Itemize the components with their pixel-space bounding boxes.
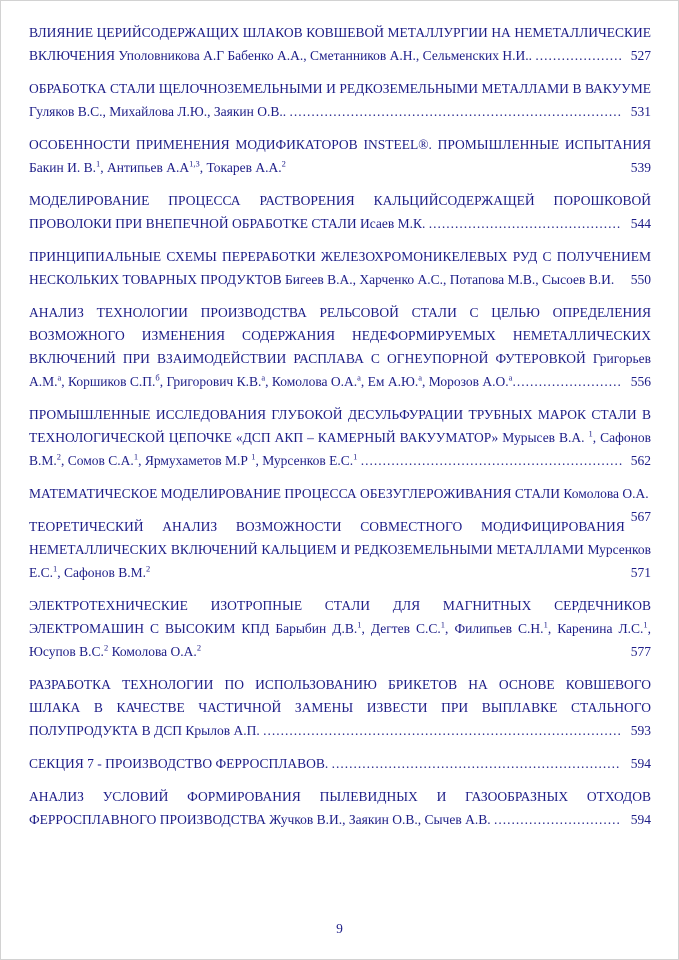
entry-text: ОСОБЕННОСТИ ПРИМЕНЕНИЯ МОДИФИКАТОРОВ INSTEEL®. ПРОМЫШЛЕННЫЕ ИСПЫТАНИЯ Бакин И. В.$^1$, Антипьев $А.А^{1,3}$, Токарев А.А.$^2$ — [29, 137, 651, 175]
toc-entry — [29, 189, 651, 235]
page-footer — [1, 921, 678, 937]
entry-page-number: 550 — [630, 272, 651, 287]
entry-leader: .................... — [535, 48, 623, 63]
toc-entry — [29, 77, 651, 123]
entry-text: АНАЛИЗ ТЕХНОЛОГИИ ПРОИЗВОДСТВА РЕЛЬСОВОЙ СТАЛИ С ЦЕЛЬЮ ОПРЕДЕЛЕНИЯ ВОЗМОЖНОГО ИЗМЕНЕНИЯ СОДЕРЖАНИЯ НЕДЕФОРМИРУЕМЫХ НЕМЕТАЛЛИЧЕСКИХ ВКЛЮЧЕНИЙ ПРИ ВЗАИМОДЕЙСТВИИ РАСПЛАВА С ОГНЕУПОРНОЙ ФУТЕРОВКОЙ Григорьев А.М.$^а$, Коршиков С.П.$^б$, Григорович К.В.$^а$, Комолова О.А.$^а$, Ем А.Ю.$^а$, Морозов А.О.$^а$ — [29, 305, 651, 389]
toc-entry — [29, 785, 651, 831]
entry-text: ВЛИЯНИЕ ЦЕРИЙСОДЕРЖАЩИХ ШЛАКОВ КОВШЕВОЙ МЕТАЛЛУРГИИ НА НЕМЕТАЛЛИЧЕСКИЕ ВКЛЮЧЕНИЯ Уполовникова А.Г Бабенко А.А., Сметанников А.Н., Сельменских Н.И.. — [29, 25, 651, 63]
entry-page-number: 593 — [630, 723, 651, 738]
toc-entry — [29, 515, 651, 584]
entry-leader: .................................................................................. — [263, 723, 622, 738]
entry-text: АНАЛИЗ УСЛОВИЙ ФОРМИРОВАНИЯ ПЫЛЕВИДНЫХ И ГАЗООБРАЗНЫХ ОТХОДОВ ФЕРРОСПЛАВНОГО ПРОИЗВОДСТВА Жучков В.И., Заякин О.В., Сычев А.В. — [29, 789, 651, 827]
toc-entry — [29, 245, 651, 291]
entry-text: ПРИНЦИПИАЛЬНЫЕ СХЕМЫ ПЕРЕРАБОТКИ ЖЕЛЕЗОХРОМОНИКЕЛЕВЫХ РУД С ПОЛУЧЕНИЕМ НЕСКОЛЬКИХ ТОВАРНЫХ ПРОДУКТОВ Бигеев В.А., Харченко А.С., Потапова М.В., Сысоев В.И. — [29, 249, 651, 287]
entry-text: ТЕОРЕТИЧЕСКИЙ АНАЛИЗ ВОЗМОЖНОСТИ СОВМЕСТНОГО МОДИФИЦИРОВАНИЯ НЕМЕТАЛЛИЧЕСКИХ ВКЛЮЧЕНИЙ КАЛЬЦИЕМ И РЕДКОЗЕМЕЛЬНЫМИ МЕТАЛЛАМИ Мурсенков Е.С.$^1$, Сафонов В.М.$^2$ — [29, 519, 651, 580]
entry-page-number: 571 — [630, 565, 651, 580]
toc-entry — [29, 21, 651, 67]
entry-text: ПРОМЫШЛЕННЫЕ ИССЛЕДОВАНИЯ ГЛУБОКОЙ ДЕСУЛЬФУРАЦИИ ТРУБНЫХ МАРОК СТАЛИ В ТЕХНОЛОГИЧЕСКОЙ ЦЕПОЧКЕ «ДСП АКП – КАМЕРНЫЙ ВАКУУМАТОР» Мурысев В.А. $^1$, Сафонов В.М.$^2$, Сомов С.А.$^1$, Ярмухаметов М.Р $^1$, Мурсенков Е.С.$^1$ — [29, 407, 652, 468]
entry-page-number: 556 — [630, 374, 651, 389]
entry-text: ЭЛЕКТРОТЕХНИЧЕСКИЕ ИЗОТРОПНЫЕ СТАЛИ ДЛЯ МАГНИТНЫХ СЕРДЕЧНИКОВ ЭЛЕКТРОМАШИН С ВЫСОКИМ КПД Барыбин Д.В.$^1$, Дегтев С.С.$^1$, Филипьев С.Н.$^1$, Каренина Л.С.$^1$, Юсупов В.С.$^2$ Комолова О.А.$^2$ — [29, 598, 651, 659]
entry-page-number: 531 — [630, 104, 651, 119]
entry-page-number: 594 — [630, 812, 651, 827]
toc-entry — [29, 403, 651, 472]
entry-text: МАТЕМАТИЧЕСКОЕ МОДЕЛИРОВАНИЕ ПРОЦЕССА ОБЕЗУГЛЕРОЖИВАНИЯ СТАЛИ Комолова О.А. — [29, 486, 649, 501]
entry-page-number: 544 — [630, 216, 651, 231]
toc-entry — [29, 133, 651, 179]
toc-entry — [29, 673, 651, 742]
entry-page-number: 562 — [630, 453, 651, 468]
entry-leader: ......................... — [512, 374, 622, 389]
entry-page-number: 539 — [630, 160, 651, 175]
entry-text: РАЗРАБОТКА ТЕХНОЛОГИИ ПО ИСПОЛЬЗОВАНИЮ БРИКЕТОВ НА ОСНОВЕ КОВШЕВОГО ШЛАКА В КАЧЕСТВЕ ЧАСТИЧНОЙ ЗАМЕНЫ ИЗВЕСТИ ПРИ ВЫПЛАВКЕ СТАЛЬНОГО ПОЛУПРОДУКТА В ДСП Крылов А.П. — [29, 677, 651, 738]
toc-entry — [29, 482, 651, 524]
entry-page-number: 594 — [630, 756, 651, 771]
toc-entry — [29, 752, 651, 775]
entry-leader: ............................. — [493, 812, 621, 827]
toc-entry — [29, 594, 651, 663]
entry-leader: ............................................................................ — [289, 104, 622, 119]
entry-page-number: 527 — [630, 48, 651, 63]
entry-page-number: 577 — [630, 644, 651, 659]
entry-leader: ............................................ — [428, 216, 622, 231]
toc-entry — [29, 301, 651, 393]
footer-page-number: 9 — [336, 921, 343, 936]
entry-leader: ............................................................ — [360, 453, 624, 468]
entry-leader: .................................................................. — [331, 756, 621, 771]
toc-list — [29, 21, 651, 831]
entry-text: СЕКЦИЯ 7 - ПРОИЗВОДСТВО ФЕРРОСПЛАВОВ. — [29, 756, 332, 771]
entry-text: ОБРАБОТКА СТАЛИ ЩЕЛОЧНОЗЕМЕЛЬНЫМИ И РЕДКОЗЕМЕЛЬНЫМИ МЕТАЛЛАМИ В ВАКУУМЕ Гуляков В.С., Михайлова Л.Ю., Заякин О.В.. — [29, 81, 651, 119]
entry-page-number: 567 — [630, 509, 651, 524]
entry-text: МОДЕЛИРОВАНИЕ ПРОЦЕССА РАСТВОРЕНИЯ КАЛЬЦИЙСОДЕРЖАЩЕЙ ПОРОШКОВОЙ ПРОВОЛОКИ ПРИ ВНЕПЕЧНОЙ ОБРАБОТКЕ СТАЛИ Исаев М.К. — [29, 193, 651, 231]
